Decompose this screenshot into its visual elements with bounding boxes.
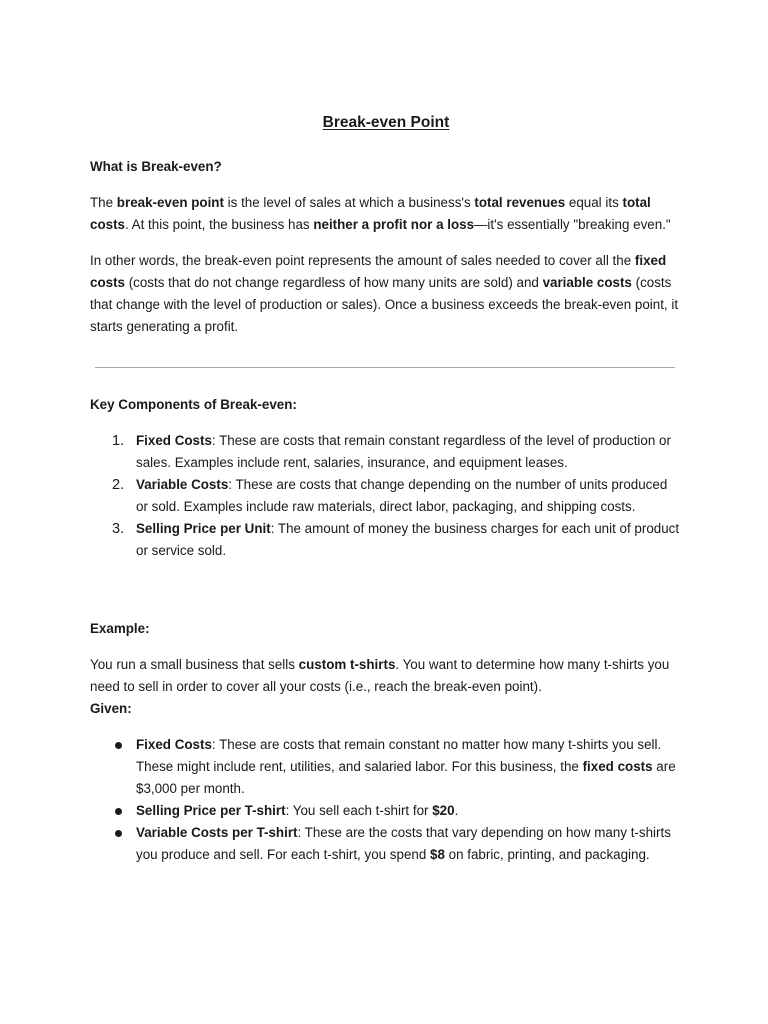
list-item	[90, 518, 682, 562]
list-item-term: Selling Price per T-shirt	[136, 803, 286, 818]
list-item-text: : These are costs that change depending on the number of units produced or sold. Examples include raw materials, direct labor, packaging, and shipping costs.	[136, 477, 668, 514]
list-number: 1.	[112, 433, 125, 449]
paragraph-definition: The break-even point is the level of sales at which a business's total revenues equal its total costs. At this point, the business has neither a profit nor a loss—it's essentially "breaking even."	[90, 195, 671, 232]
list-item-text: : These are costs that remain constant regardless of the level of production or sales. Examples include rent, salaries, insurance, and equipment leases.	[136, 433, 671, 470]
list-item-term: Selling Price per Unit	[136, 521, 271, 536]
list-item: Selling Price per T-shirt: You sell each t-shirt for $20.	[90, 800, 682, 822]
emphasis-term: break-even point	[116, 195, 224, 210]
section-heading-example: Example:	[90, 621, 150, 636]
section-heading-key-components: Key Components of Break-even:	[90, 397, 297, 412]
bullet-icon	[115, 808, 122, 815]
emphasis-value: $20	[432, 803, 455, 818]
emphasis-term: neither a profit nor a loss	[313, 217, 475, 232]
emphasis-term: total costs	[90, 195, 651, 232]
emphasis-term: total revenues	[474, 195, 566, 210]
list-item: Variable Costs per T-shirt: These are the costs that vary depending on how many t-shirts you produce and sell. For each t-shirt, you spend $8 on fabric, printing, and packaging.	[90, 822, 682, 866]
section-heading-given: Given:	[90, 701, 132, 716]
paragraph-explanation: In other words, the break-even point represents the amount of sales needed to cover all the fixed costs (costs that do not change regardless of how many units are sold) and variable costs (costs that change with the level of production or sales). Once a business exceeds the break-even point, it starts generating a profit.	[90, 253, 679, 334]
page-title: Break-even Point	[322, 114, 450, 131]
list-item-term: Variable Costs per T-shirt	[136, 825, 298, 840]
list-item-term: Variable Costs	[136, 477, 229, 492]
list-number: 3.	[112, 521, 125, 537]
emphasis-term: custom t-shirts	[298, 657, 396, 672]
key-components-list	[90, 430, 682, 562]
list-item: Fixed Costs: These are costs that remain constant no matter how many t-shirts you sell. These might include rent, utilities, and salaried labor. For this business, the fixed costs are $3,000 per month.	[90, 734, 682, 800]
horizontal-divider	[95, 367, 675, 368]
list-item-term: Fixed Costs	[136, 433, 212, 448]
given-list	[90, 734, 682, 866]
emphasis-value: $8	[430, 847, 445, 862]
bullet-icon	[115, 742, 122, 749]
list-number: 2.	[112, 477, 125, 493]
section-heading-what-is: What is Break-even?	[90, 159, 222, 174]
list-item	[90, 430, 682, 474]
document-body	[90, 112, 682, 866]
bullet-icon	[115, 830, 122, 837]
list-item-text: : The amount of money the business charges for each unit of product or service sold.	[136, 521, 680, 558]
paragraph-example: You run a small business that sells custom t-shirts. You want to determine how many t-shirts you need to sell in order to cover all your costs (i.e., reach the break-even point).	[90, 657, 670, 694]
emphasis-term: fixed costs	[582, 759, 653, 774]
list-item-term: Fixed Costs	[136, 737, 212, 752]
emphasis-term: fixed costs	[90, 253, 667, 290]
list-item	[90, 474, 682, 518]
emphasis-term: variable costs	[542, 275, 632, 290]
